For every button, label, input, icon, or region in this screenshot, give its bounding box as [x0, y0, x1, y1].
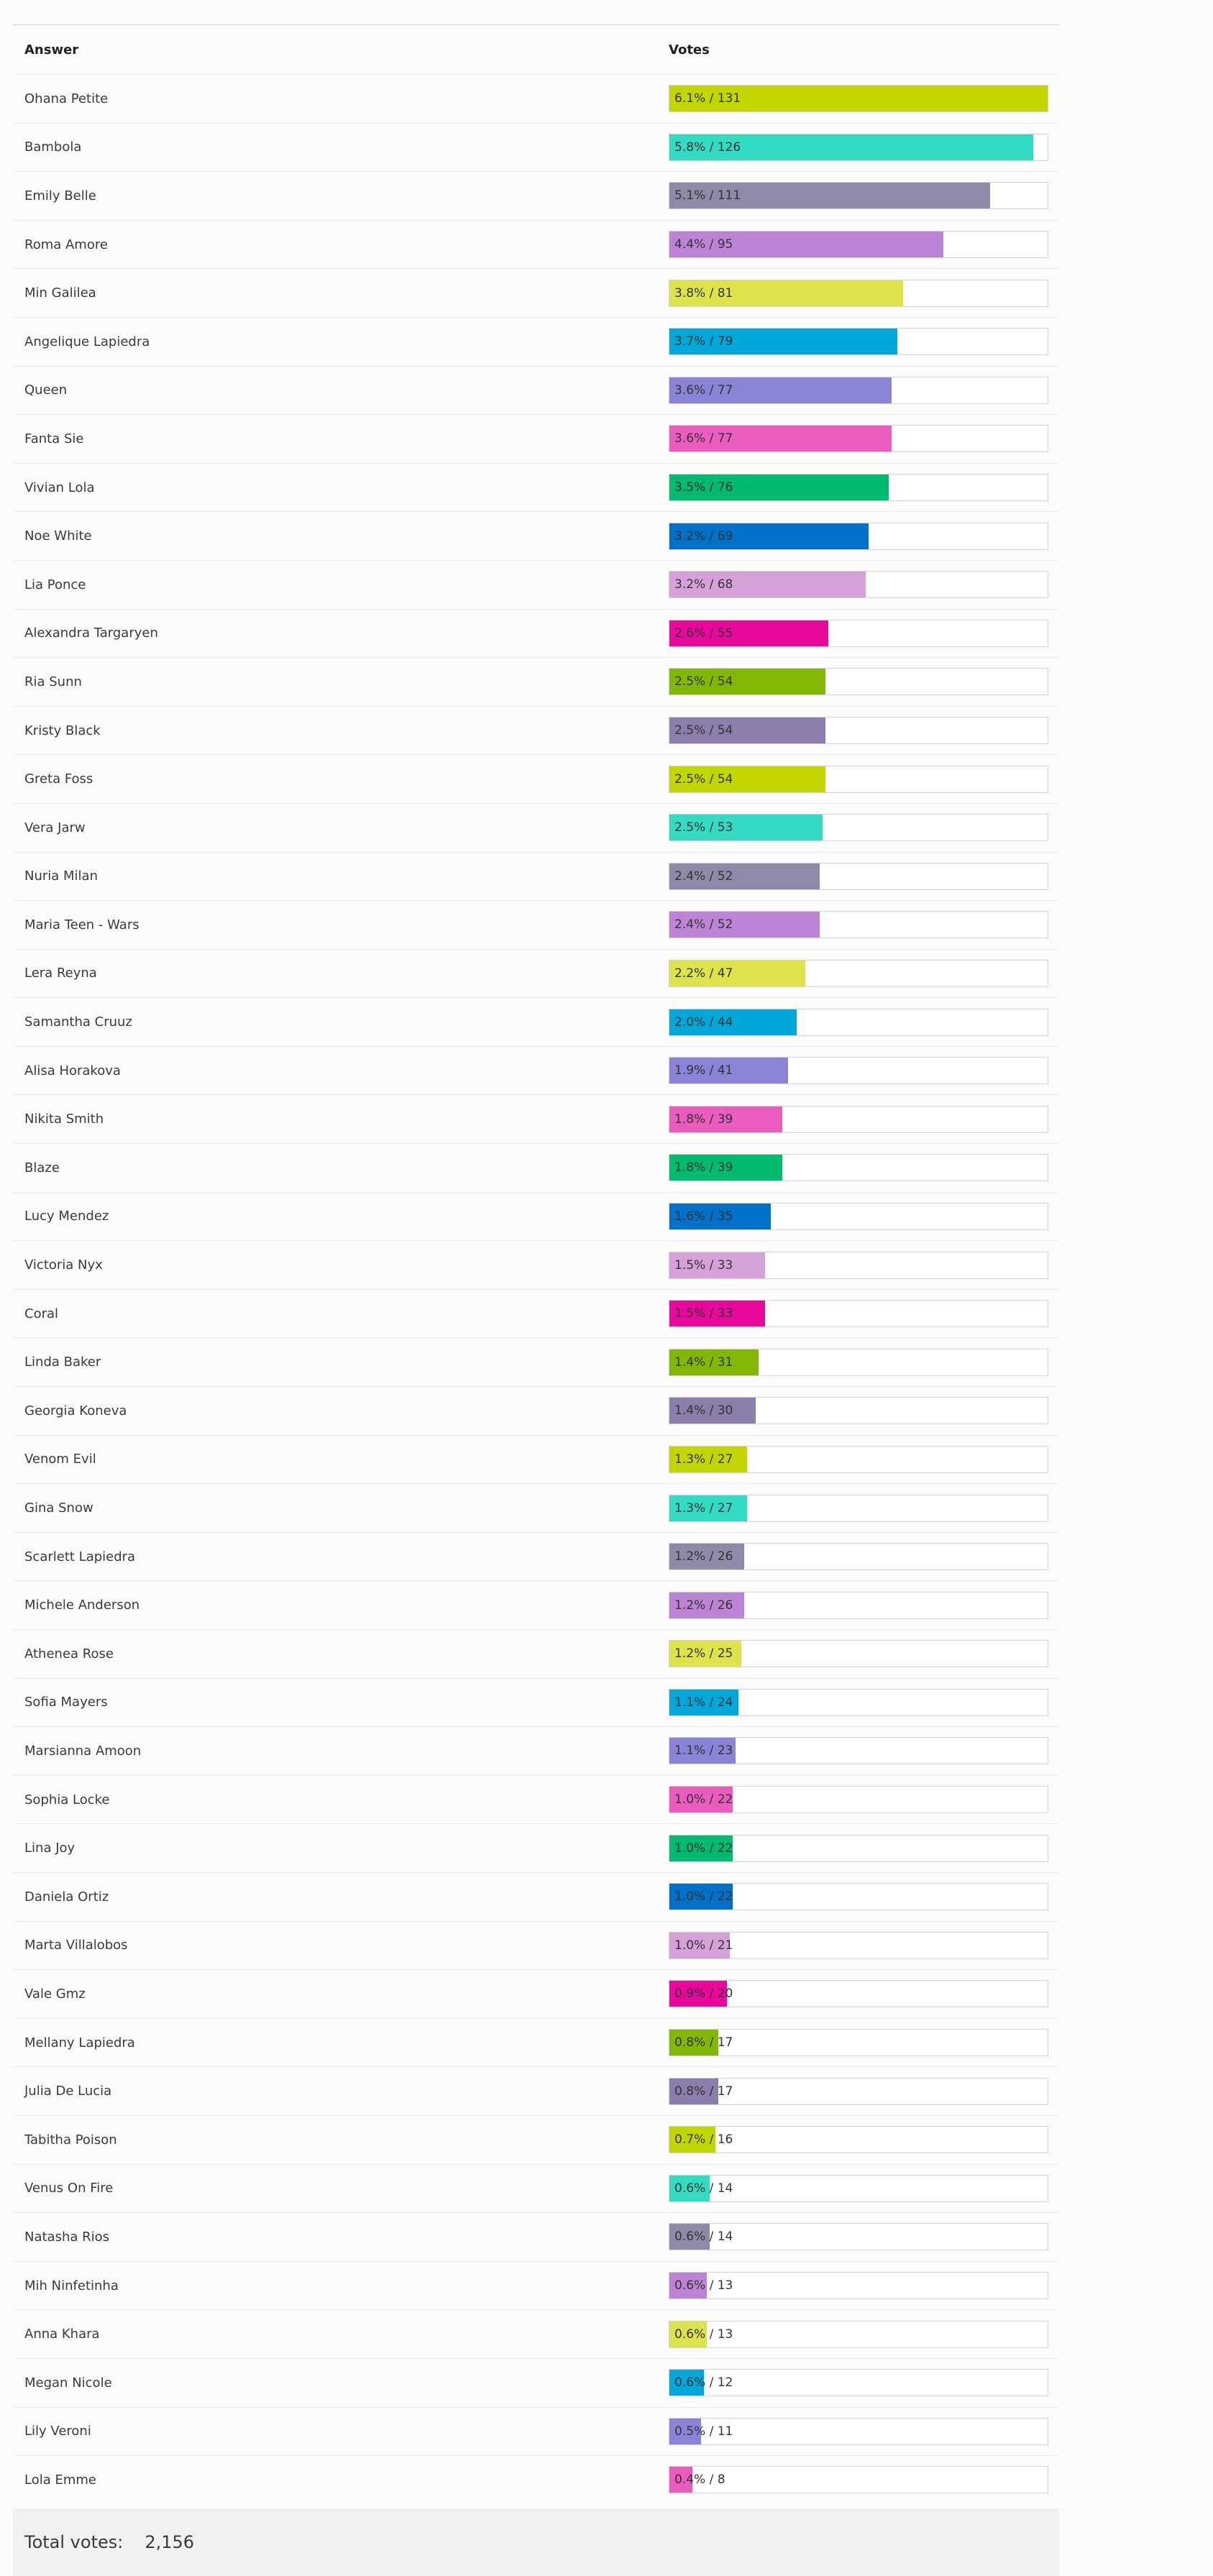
poll-row — [13, 2018, 1059, 2067]
votes-cell — [669, 1397, 1059, 1424]
votes-cell — [669, 1009, 1059, 1036]
vote-bar-track — [669, 1932, 1048, 1959]
poll-row — [13, 560, 1059, 609]
vote-bar-track — [669, 134, 1048, 161]
vote-count-label: 3.2% / 69 — [674, 528, 733, 544]
answer-label: Vivian Lola — [24, 480, 95, 495]
answer-label: Anna Khara — [24, 2327, 100, 2342]
answer-label: Venus On Fire — [24, 2181, 114, 2196]
vote-count-label: 1.3% / 27 — [674, 1452, 733, 1467]
answer-label: Noe White — [24, 528, 92, 544]
vote-bar-track — [669, 182, 1048, 209]
votes-cell — [669, 1980, 1059, 2007]
vote-bar-track — [669, 1980, 1048, 2007]
vote-count-label: 1.0% / 22 — [674, 1889, 733, 1905]
vote-count-label: 1.4% / 31 — [674, 1355, 733, 1370]
vote-bar-track — [669, 231, 1048, 258]
answer-label: Julia De Lucia — [24, 2084, 112, 2099]
votes-cell — [669, 1640, 1059, 1667]
poll-row — [13, 366, 1059, 415]
votes-cell — [669, 766, 1059, 793]
vote-bar-track — [669, 668, 1048, 695]
answer-label: Samantha Cruuz — [24, 1014, 132, 1030]
vote-bar-track — [669, 620, 1048, 647]
vote-bar-track — [669, 1397, 1048, 1424]
poll-row — [13, 511, 1059, 560]
vote-bar-track — [669, 1786, 1048, 1813]
votes-cell — [669, 328, 1059, 355]
votes-cell — [669, 523, 1059, 550]
vote-bar-track — [669, 571, 1048, 598]
poll-row — [13, 609, 1059, 658]
votes-cell — [669, 85, 1059, 112]
votes-cell — [669, 571, 1059, 598]
votes-cell — [669, 1349, 1059, 1376]
answer-label: Kristy Black — [24, 723, 101, 738]
votes-cell — [669, 960, 1059, 987]
vote-count-label: 1.2% / 26 — [674, 1549, 733, 1564]
vote-count-label: 2.4% / 52 — [674, 868, 733, 884]
answer-label: Lily Veroni — [24, 2424, 91, 2439]
poll-row — [13, 1969, 1059, 2018]
poll-row — [13, 1483, 1059, 1532]
poll-row — [13, 2309, 1059, 2358]
vote-bar-track — [669, 1349, 1048, 1376]
vote-count-label: 1.5% / 33 — [674, 1306, 733, 1321]
vote-count-label: 1.0% / 22 — [674, 1841, 733, 1856]
vote-count-label: 1.9% / 41 — [674, 1063, 733, 1078]
votes-cell — [669, 1057, 1059, 1084]
vote-count-label: 1.1% / 23 — [674, 1743, 733, 1759]
answer-label: Mih Ninfetinha — [24, 2278, 119, 2293]
poll-row — [13, 414, 1059, 463]
answer-label: Nuria Milan — [24, 868, 98, 884]
answer-label: Victoria Nyx — [24, 1257, 103, 1273]
answer-label: Nikita Smith — [24, 1111, 104, 1127]
vote-bar-track — [669, 863, 1048, 890]
vote-count-label: 0.6% / 14 — [674, 2181, 733, 2196]
poll-row — [13, 997, 1059, 1046]
vote-count-label: 0.5% / 11 — [674, 2424, 733, 2439]
votes-cell — [669, 1154, 1059, 1181]
votes-cell — [669, 1543, 1059, 1570]
poll-row — [13, 852, 1059, 901]
poll-row — [13, 1435, 1059, 1484]
vote-bar-track — [669, 1106, 1048, 1133]
poll-row — [13, 1143, 1059, 1192]
votes-cell — [669, 1106, 1059, 1133]
vote-count-label: 1.8% / 39 — [674, 1160, 733, 1175]
vote-bar-track — [669, 2078, 1048, 2105]
votes-cell — [669, 2078, 1059, 2105]
vote-bar-track — [669, 960, 1048, 987]
votes-cell — [669, 668, 1059, 695]
vote-bar-track — [669, 377, 1048, 404]
answer-label: Sofia Mayers — [24, 1695, 108, 1710]
poll-row — [13, 2115, 1059, 2164]
poll-row — [13, 171, 1059, 220]
votes-cell — [669, 134, 1059, 161]
votes-cell — [669, 1883, 1059, 1910]
votes-cell — [669, 2272, 1059, 2299]
vote-bar-track — [669, 814, 1048, 841]
vote-bar-track — [669, 1495, 1048, 1522]
poll-row — [13, 2212, 1059, 2261]
vote-count-label: 2.5% / 54 — [674, 723, 733, 738]
vote-bar-track — [669, 2369, 1048, 2396]
poll-row — [13, 949, 1059, 998]
answer-label: Sophia Locke — [24, 1792, 110, 1807]
vote-bar-track — [669, 1883, 1048, 1910]
vote-count-label: 0.6% / 14 — [674, 2229, 733, 2245]
vote-count-label: 3.6% / 77 — [674, 431, 733, 446]
vote-bar-track — [669, 1300, 1048, 1327]
vote-bar-track — [669, 2321, 1048, 2348]
votes-column-header: Votes — [669, 42, 710, 58]
poll-row — [13, 1240, 1059, 1289]
poll-row — [13, 2164, 1059, 2213]
vote-bar-track — [669, 280, 1048, 307]
vote-bar-track — [669, 523, 1048, 550]
vote-count-label: 2.2% / 47 — [674, 966, 733, 981]
answer-label: Ohana Petite — [24, 91, 109, 106]
vote-count-label: 3.5% / 76 — [674, 480, 733, 495]
votes-cell — [669, 1835, 1059, 1862]
answer-label: Fanta Sie — [24, 431, 84, 446]
answer-label: Queen — [24, 382, 68, 398]
vote-bar-track — [669, 1543, 1048, 1570]
vote-count-label: 1.0% / 21 — [674, 1938, 733, 1953]
votes-cell — [669, 2321, 1059, 2348]
poll-row — [13, 123, 1059, 172]
answer-label: Lia Ponce — [24, 577, 86, 592]
answer-label: Alisa Horakova — [24, 1063, 121, 1078]
vote-bar-track — [669, 474, 1048, 501]
answer-label: Lucy Mendez — [24, 1209, 109, 1224]
votes-cell — [669, 2369, 1059, 2396]
vote-bar-track — [669, 1252, 1048, 1279]
votes-cell — [669, 1446, 1059, 1473]
answer-label: Greta Foss — [24, 771, 93, 787]
poll-row — [13, 1678, 1059, 1727]
answer-label: Emily Belle — [24, 188, 96, 203]
votes-cell — [669, 2029, 1059, 2056]
votes-cell — [669, 280, 1059, 307]
answer-label: Georgia Koneva — [24, 1403, 127, 1418]
answer-label: Athenea Rose — [24, 1646, 114, 1661]
vote-bar-track — [669, 425, 1048, 452]
votes-cell — [669, 1300, 1059, 1327]
vote-count-label: 0.6% / 13 — [674, 2278, 733, 2293]
vote-count-label: 0.7% / 16 — [674, 2132, 733, 2148]
answer-label: Maria Teen - Wars — [24, 917, 139, 932]
vote-count-label: 0.9% / 20 — [674, 1986, 733, 2002]
poll-row — [13, 2407, 1059, 2456]
vote-bar-track — [669, 2126, 1048, 2153]
total-votes-value: 2,156 — [145, 2531, 195, 2552]
poll-row — [13, 1532, 1059, 1581]
votes-cell — [669, 1495, 1059, 1522]
poll-row — [13, 706, 1059, 755]
votes-cell — [669, 231, 1059, 258]
votes-cell — [669, 1203, 1059, 1230]
votes-cell — [669, 814, 1059, 841]
vote-bar-track — [669, 1446, 1048, 1473]
poll-row — [13, 1192, 1059, 1241]
vote-bar-track — [669, 1640, 1048, 1667]
votes-cell — [669, 2223, 1059, 2250]
poll-row — [13, 1046, 1059, 1095]
votes-cell — [669, 425, 1059, 452]
vote-count-label: 0.6% / 13 — [674, 2327, 733, 2342]
vote-count-label: 1.3% / 27 — [674, 1500, 733, 1516]
poll-row — [13, 1580, 1059, 1629]
answer-label: Coral — [24, 1306, 59, 1321]
vote-count-label: 1.6% / 35 — [674, 1209, 733, 1224]
vote-count-label: 1.2% / 25 — [674, 1646, 733, 1661]
answer-label: Vale Gmz — [24, 1986, 86, 2002]
poll-row — [13, 1386, 1059, 1435]
vote-count-label: 3.2% / 68 — [674, 577, 733, 592]
votes-cell — [669, 2466, 1059, 2493]
vote-count-label: 5.8% / 126 — [674, 139, 741, 155]
poll-row — [13, 900, 1059, 949]
vote-count-label: 0.8% / 17 — [674, 2084, 733, 2099]
poll-row — [13, 317, 1059, 366]
answer-label: Marta Villalobos — [24, 1938, 128, 1953]
vote-bar-track — [669, 911, 1048, 938]
vote-count-label: 2.4% / 52 — [674, 917, 733, 932]
poll-row — [13, 657, 1059, 706]
votes-cell — [669, 1932, 1059, 1959]
vote-count-label: 1.1% / 24 — [674, 1695, 733, 1710]
vote-count-label: 3.8% / 81 — [674, 285, 733, 301]
vote-count-label: 2.6% / 55 — [674, 625, 733, 641]
poll-row — [13, 1629, 1059, 1678]
vote-bar-track — [669, 1203, 1048, 1230]
answer-label: Bambola — [24, 139, 82, 155]
vote-count-label: 2.5% / 54 — [674, 771, 733, 787]
poll-row — [13, 754, 1059, 803]
poll-row — [13, 2066, 1059, 2115]
answer-label: Daniela Ortiz — [24, 1889, 109, 1905]
vote-bar-track — [669, 766, 1048, 793]
poll-row — [13, 1775, 1059, 1824]
vote-bar-track — [669, 717, 1048, 744]
poll-header — [13, 25, 1059, 74]
total-votes-label: Total votes: — [24, 2531, 124, 2552]
votes-cell — [669, 182, 1059, 209]
answer-label: Min Galilea — [24, 285, 96, 301]
votes-cell — [669, 1592, 1059, 1619]
vote-bar-track — [669, 1154, 1048, 1181]
vote-bar-track — [669, 1689, 1048, 1716]
answer-label: Lina Joy — [24, 1841, 75, 1856]
poll-results — [13, 24, 1059, 2576]
vote-count-label: 2.5% / 54 — [674, 674, 733, 689]
votes-cell — [669, 2175, 1059, 2202]
vote-count-label: 4.4% / 95 — [674, 237, 733, 252]
poll-row — [13, 2358, 1059, 2407]
answer-label: Gina Snow — [24, 1500, 93, 1516]
poll-row — [13, 2261, 1059, 2310]
answer-label: Scarlett Lapiedra — [24, 1549, 136, 1564]
vote-count-label: 6.1% / 131 — [674, 91, 741, 106]
vote-count-label: 0.4% / 8 — [674, 2472, 725, 2488]
answer-label: Mellany Lapiedra — [24, 2035, 135, 2050]
answer-label: Megan Nicole — [24, 2375, 112, 2391]
votes-cell — [669, 1689, 1059, 1716]
vote-count-label: 2.5% / 53 — [674, 820, 733, 835]
vote-count-label: 0.6% / 12 — [674, 2375, 733, 2391]
vote-bar-track — [669, 2175, 1048, 2202]
poll-row — [13, 1337, 1059, 1386]
vote-count-label: 1.5% / 33 — [674, 1257, 733, 1273]
vote-count-label: 1.4% / 30 — [674, 1403, 733, 1418]
votes-cell — [669, 474, 1059, 501]
vote-count-label: 5.1% / 111 — [674, 188, 741, 203]
vote-bar-track — [669, 85, 1048, 112]
answer-label: Ria Sunn — [24, 674, 82, 689]
answer-label: Alexandra Targaryen — [24, 625, 158, 641]
answer-label: Linda Baker — [24, 1355, 101, 1370]
poll-row — [13, 1094, 1059, 1143]
vote-bar-track — [669, 2466, 1048, 2493]
votes-cell — [669, 911, 1059, 938]
answer-label: Tabitha Poison — [24, 2132, 117, 2148]
vote-count-label: 3.6% / 77 — [674, 382, 733, 398]
vote-bar-track — [669, 1057, 1048, 1084]
poll-row — [13, 1726, 1059, 1775]
poll-row — [13, 220, 1059, 269]
vote-count-label: 1.0% / 22 — [674, 1792, 733, 1807]
poll-row — [13, 803, 1059, 852]
vote-bar-track — [669, 1835, 1048, 1862]
vote-bar-track — [669, 1009, 1048, 1036]
answer-label: Lola Emme — [24, 2472, 96, 2488]
votes-cell — [669, 863, 1059, 890]
vote-bar-track — [669, 2223, 1048, 2250]
poll-row — [13, 1921, 1059, 1970]
vote-count-label: 1.2% / 26 — [674, 1598, 733, 1613]
poll-footer — [13, 2508, 1059, 2576]
votes-cell — [669, 1737, 1059, 1764]
vote-bar-track — [669, 2418, 1048, 2445]
poll-row — [13, 1872, 1059, 1921]
answer-column-header: Answer — [24, 42, 79, 58]
vote-count-label: 0.8% / 17 — [674, 2035, 733, 2050]
answer-label: Lera Reyna — [24, 966, 97, 981]
poll-row — [13, 463, 1059, 512]
answer-label: Marsianna Amoon — [24, 1743, 142, 1759]
votes-cell — [669, 1786, 1059, 1813]
vote-bar-track — [669, 1592, 1048, 1619]
vote-bar-track — [669, 1737, 1048, 1764]
answer-label: Roma Amore — [24, 237, 108, 252]
votes-cell — [669, 1252, 1059, 1279]
votes-cell — [669, 2418, 1059, 2445]
vote-bar-track — [669, 2272, 1048, 2299]
vote-count-label: 2.0% / 44 — [674, 1014, 733, 1030]
poll-row — [13, 74, 1059, 123]
vote-bar-track — [669, 2029, 1048, 2056]
answer-label: Natasha Rios — [24, 2229, 110, 2245]
votes-cell — [669, 620, 1059, 647]
vote-bar-track — [669, 328, 1048, 355]
poll-row — [13, 1823, 1059, 1872]
answer-label: Vera Jarw — [24, 820, 86, 835]
votes-cell — [669, 377, 1059, 404]
vote-count-label: 1.8% / 39 — [674, 1111, 733, 1127]
votes-cell — [669, 2126, 1059, 2153]
answer-label: Venom Evil — [24, 1452, 96, 1467]
vote-count-label: 3.7% / 79 — [674, 334, 733, 349]
answer-label: Michele Anderson — [24, 1598, 140, 1613]
poll-row — [13, 268, 1059, 317]
poll-rows — [13, 74, 1059, 2504]
poll-row — [13, 2455, 1059, 2504]
answer-label: Angelique Lapiedra — [24, 334, 150, 349]
votes-cell — [669, 717, 1059, 744]
answer-label: Blaze — [24, 1160, 60, 1175]
poll-row — [13, 1289, 1059, 1338]
